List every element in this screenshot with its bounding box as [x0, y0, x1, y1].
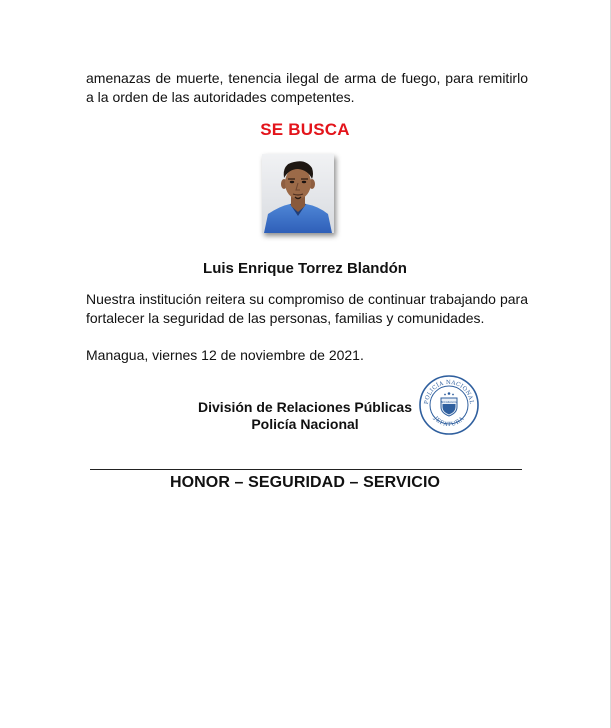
commitment-paragraph — [86, 290, 528, 328]
divider-line — [90, 469, 522, 470]
suspect-photo — [262, 154, 334, 233]
signature-institution: Policía Nacional — [251, 416, 359, 432]
intro-line-1: amenazas de muerte, tenencia ilegal de arma de fuego, para remitirlo — [86, 70, 528, 86]
commitment-line-2: fortalecer la seguridad de las personas, familias y comunidades. — [86, 310, 485, 326]
intro-line-2: a la orden de las autoridades competentes. — [86, 89, 355, 105]
commitment-line-1: Nuestra institución reitera su compromiso de continuar trabajando para — [86, 291, 528, 307]
intro-paragraph — [86, 69, 528, 107]
wanted-heading: SE BUSCA — [260, 120, 350, 139]
signature-division: División de Relaciones Públicas — [198, 399, 412, 415]
wanted-person-name: Luis Enrique Torrez Blandón — [203, 260, 407, 277]
dateline: Managua, viernes 12 de noviembre de 2021. — [86, 347, 364, 363]
seal-bottom-text: JEFATURA — [432, 415, 466, 429]
police-seal-icon — [418, 374, 480, 436]
seal-inner-text: NICARAGUA — [441, 401, 457, 404]
suspect-photo-illustration — [262, 154, 334, 233]
motto: HONOR – SEGURIDAD – SERVICIO — [169, 474, 441, 491]
seal-top-text: POLICÍA NACIONAL — [423, 379, 475, 405]
signature-block — [170, 399, 440, 433]
